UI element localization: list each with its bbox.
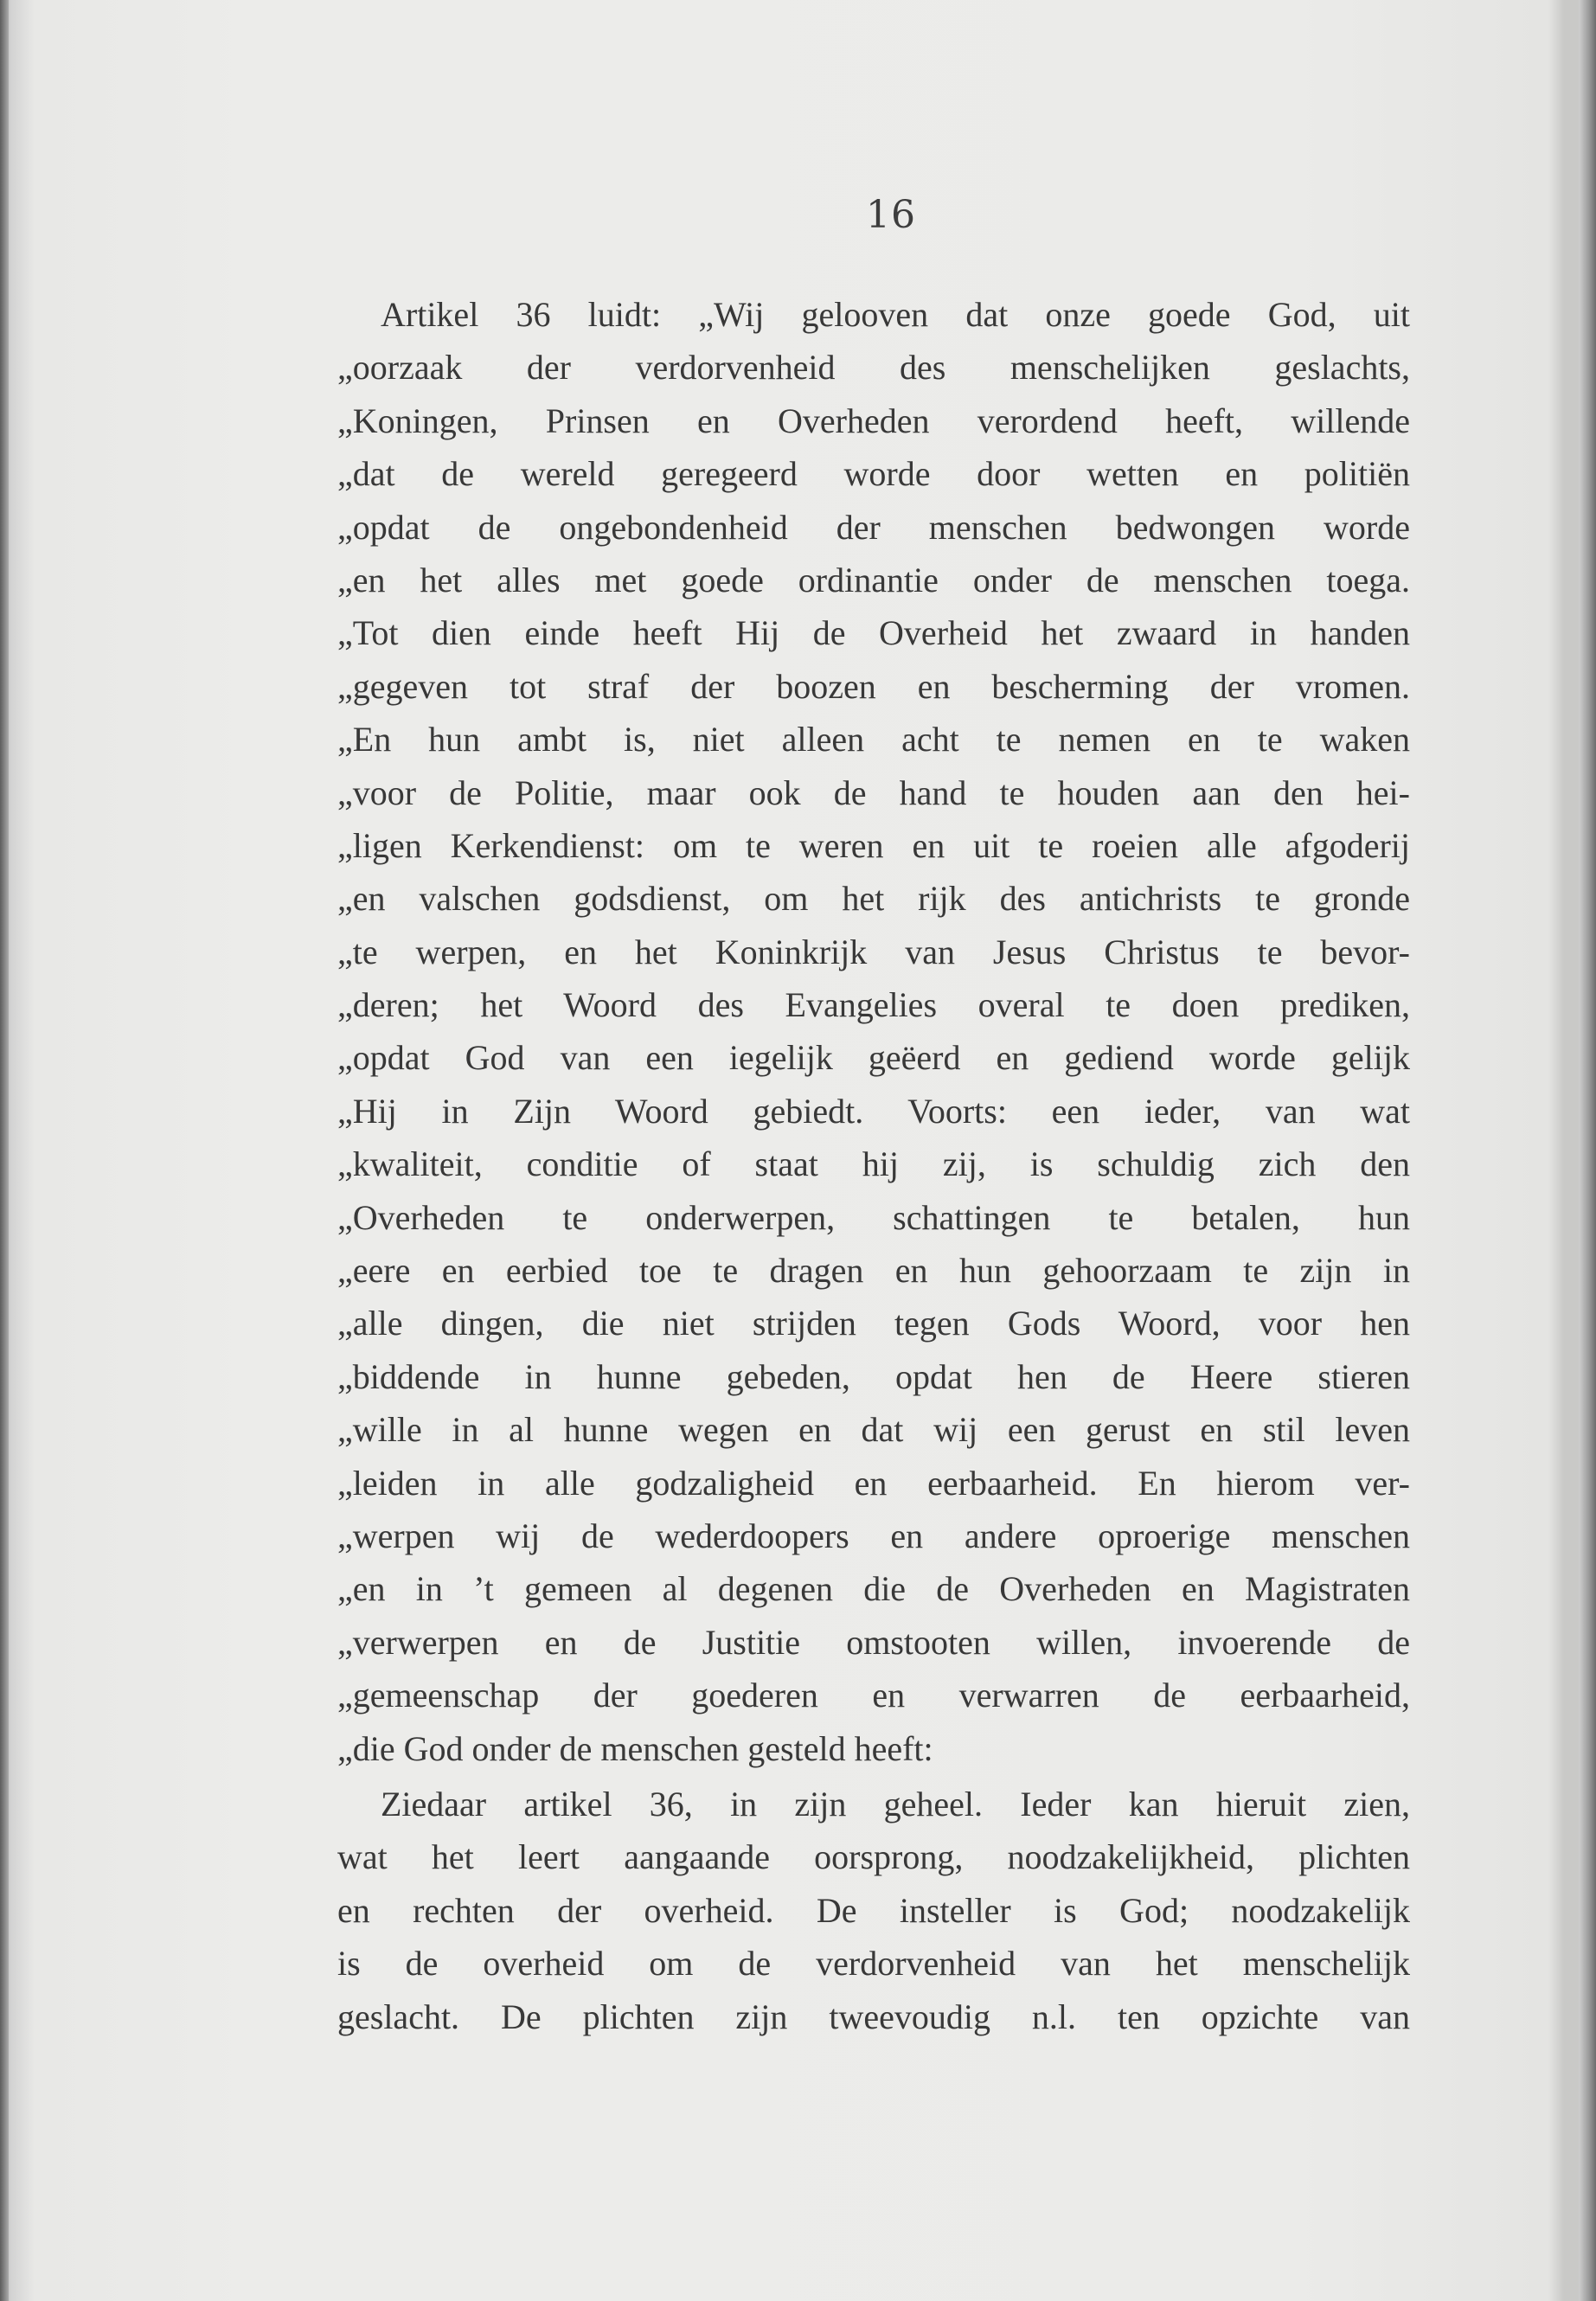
text-line: „leiden in alle godzaligheid en eerbaarheid. En hierom ver-: [337, 1463, 1410, 1503]
text-line: „oorzaak der verdorvenheid des menschelijken geslachts,: [337, 348, 1410, 388]
body-text: [337, 288, 1410, 2043]
text-line: „Tot dien einde heeft Hij de Overheid het zwaard in handen: [337, 613, 1410, 653]
text-line: „alle dingen, die niet strijden tegen Gods Woord, voor hen: [337, 1304, 1410, 1343]
text-line: „dat de wereld geregeerd worde door wetten en politiën: [337, 454, 1410, 494]
text-line: geslacht. De plichten zijn tweevoudig n.l. ten opzichte van: [337, 1997, 1410, 2036]
page-right-shadow: [1579, 0, 1596, 2301]
text-line: „Koningen, Prinsen en Overheden verordend heeft, willende: [337, 401, 1410, 440]
text-line: „voor de Politie, maar ook de hand te houden aan den hei-: [337, 772, 1410, 812]
text-line: „opdat de ongebondenheid der menschen bedwongen worde: [337, 507, 1410, 547]
text-line: en rechten der overheid. De insteller is God; noodzakelijk: [337, 1890, 1410, 1930]
text-line: „werpen wij de wederdoopers en andere oproerige menschen: [337, 1516, 1410, 1555]
text-line: „deren; het Woord des Evangelies overal te doen prediken,: [337, 985, 1410, 1025]
text-line: „en het alles met goede ordinantie onder de menschen toega.: [337, 560, 1410, 599]
text-line: „wille in al hunne wegen en dat wij een gerust en stil leven: [337, 1410, 1410, 1450]
text-line: „Overheden te onderwerpen, schattingen te betalen, hun: [337, 1197, 1410, 1237]
text-line: „te werpen, en het Koninkrijk van Jesus Christus te bevor-: [337, 932, 1410, 971]
text-line: „verwerpen en de Justitie omstooten willen, invoerende de: [337, 1622, 1410, 1662]
text-line: „En hun ambt is, niet alleen acht te nemen en te waken: [337, 720, 1410, 760]
text-line: Artikel 36 luidt: „Wij gelooven dat onze goede God, uit: [381, 295, 1410, 334]
text-line: „en valschen godsdienst, om het rijk des antichrists te gronde: [337, 879, 1410, 919]
text-line: „biddende in hunne gebeden, opdat hen de Heere stieren: [337, 1356, 1410, 1396]
text-line: „opdat God van een iegelijk geëerd en gediend worde gelijk: [337, 1038, 1410, 1078]
text-line: Ziedaar artikel 36, in zijn geheel. Ieder kan hieruit zien,: [381, 1784, 1410, 1823]
text-line: „ligen Kerkendienst: om te weren en uit te roeien alle afgoderij: [337, 825, 1410, 865]
page-left-edge: [0, 0, 9, 2301]
text-line: „gegeven tot straf der boozen en bescherming der vromen.: [337, 666, 1410, 706]
text-line: „en in ’t gemeen al degenen die de Overheden en Magistraten: [337, 1569, 1410, 1609]
text-line: „die God onder de menschen gesteld heeft:: [337, 1728, 933, 1768]
text-line: „Hij in Zijn Woord gebiedt. Voorts: een ieder, van wat: [337, 1091, 1410, 1131]
text-line: „kwaliteit, conditie of staat hij zij, is schuldig zich den: [337, 1144, 1410, 1184]
text-line: is de overheid om de verdorvenheid van het menschelijk: [337, 1944, 1410, 1984]
page-number: 16: [866, 193, 916, 237]
text-line: wat het leert aangaande oorsprong, noodzakelijkheid, plichten: [337, 1837, 1410, 1877]
text-line: „eere en eerbied toe te dragen en hun gehoorzaam te zijn in: [337, 1251, 1410, 1291]
text-line: „gemeenschap der goederen en verwarren de eerbaarheid,: [337, 1676, 1410, 1715]
